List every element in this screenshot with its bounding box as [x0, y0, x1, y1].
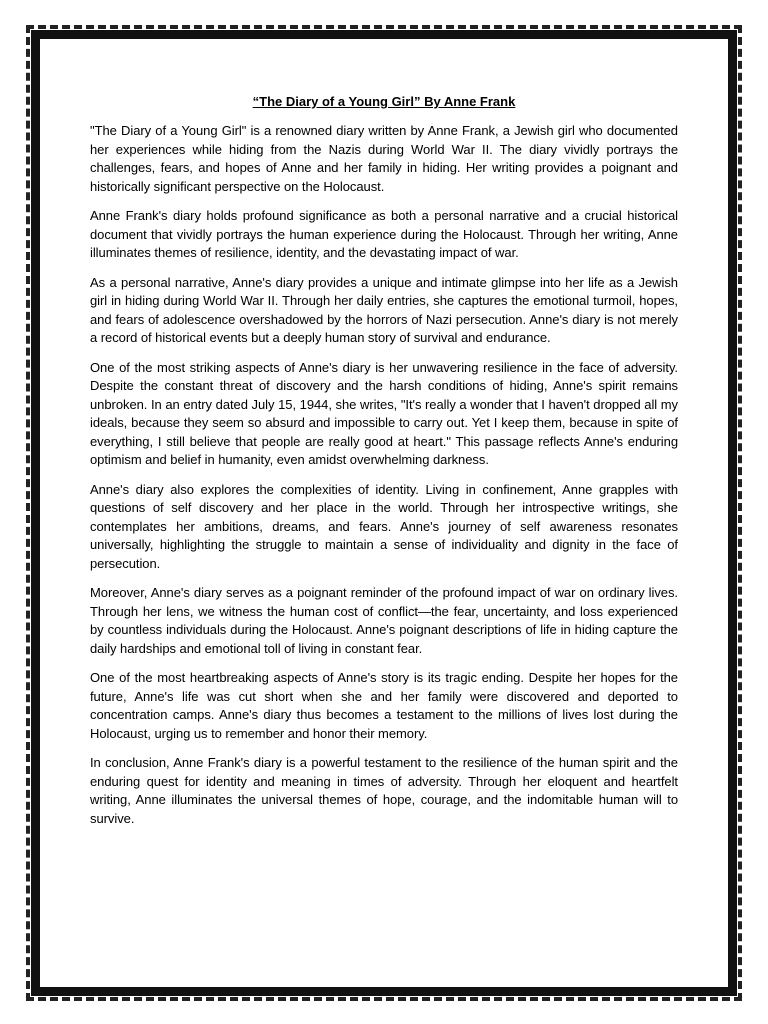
paragraph-tragic-ending: One of the most heartbreaking aspects of Anne's story is its tragic ending. Despite her hopes for the future, Anne's life was cut short when she and her family were discovered and deported to concentration camps. Anne's diary thus becomes a testament to the millions of lives lost during the Holocaust, urging us to remember and honor their memory.: [90, 670, 678, 741]
document-title: “The Diary of a Young Girl” By Anne Frank: [252, 94, 516, 109]
paragraph-conclusion: In conclusion, Anne Frank's diary is a powerful testament to the resilience of the human spirit and the enduring quest for identity and meaning in times of adversity. Through her eloquent and heartfelt writing, Anne illuminates the universal themes of hope, courage, and the indomitable human will to survive.: [90, 755, 678, 826]
paragraph-impact-of-war: Moreover, Anne's diary serves as a poignant reminder of the profound impact of war on ordinary lives. Through her lens, we witness the human cost of conflict—the fear, uncertainty, and loss experienced by countless individuals during the Holocaust. Anne's poignant descriptions of life in hiding capture the daily hardships and emotional toll of living in constant fear.: [90, 585, 678, 656]
document-body: [90, 93, 678, 839]
paragraph-identity: Anne's diary also explores the complexities of identity. Living in confinement, Anne grapples with questions of self discovery and her place in the world. Through her introspective writings, she contemplates her ambitions, dreams, and fears. Anne's journey of self awareness resonates universally, highlighting the struggle to maintain a sense of individuality and dignity in the face of persecution.: [90, 481, 678, 571]
paragraph-resilience: One of the most striking aspects of Anne's diary is her unwavering resilience in the face of adversity. Despite the constant threat of discovery and the harsh conditions of hiding, Anne's spirit remains unbroken. In an entry dated July 15, 1944, she writes, "It's really a wonder that I haven't dropped all my ideals, because they seem so absurd and impossible to carry out. Yet I keep them, because in spite of everything, I still believe that people are really good at heart." This passage reflects Anne's enduring optimism and belief in humanity, even amidst overwhelming darkness.: [90, 359, 678, 467]
paragraph-intro: "The Diary of a Young Girl" is a renowned diary written by Anne Frank, a Jewish girl who documented her experiences while hiding from the Nazis during World War II. The diary vividly portrays the challenges, fears, and hopes of Anne and her family in hiding. Her writing provides a poignant and historically significant perspective on the Holocaust.: [90, 123, 678, 194]
paragraph-personal-narrative: As a personal narrative, Anne's diary provides a unique and intimate glimpse into her life as a Jewish girl in hiding during World War II. Through her daily entries, she captures the emotional turmoil, hopes, and fears of adolescence overshadowed by the horrors of Nazi persecution. Anne's diary is not merely a record of historical events but a deeply human story of survival and endurance.: [90, 274, 678, 345]
paragraph-significance: Anne Frank's diary holds profound significance as both a personal narrative and a crucial historical document that vividly portrays the human experience during the Holocaust. Through her writing, Anne illuminates themes of resilience, identity, and the devastating impact of war.: [90, 208, 678, 260]
